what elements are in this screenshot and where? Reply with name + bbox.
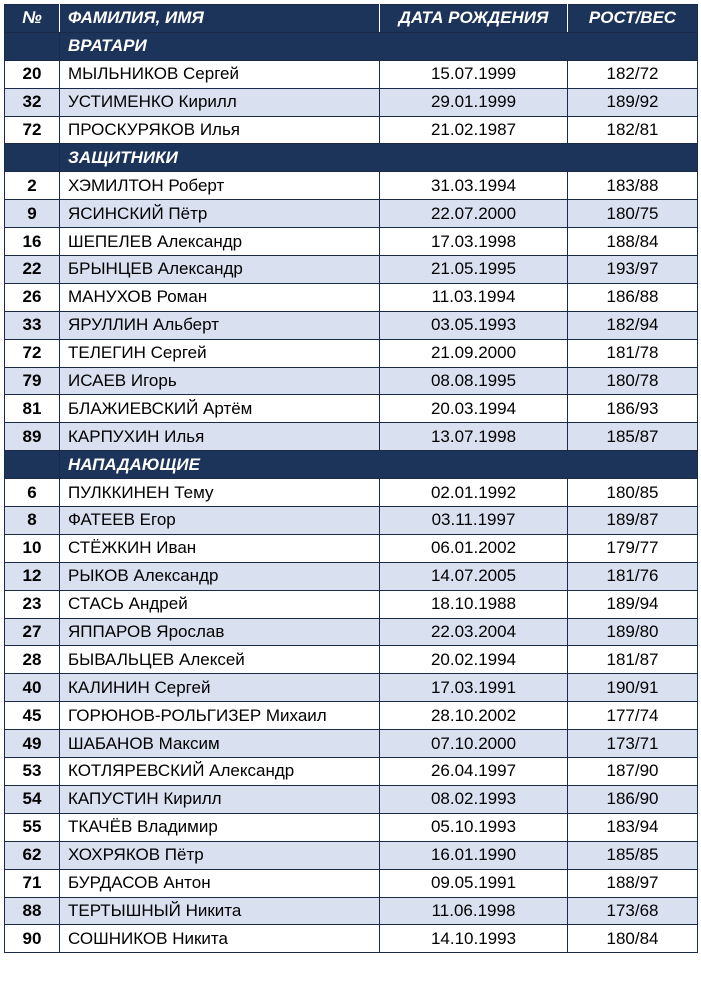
- player-name: ТЕРТЫШНЫЙ Никита: [60, 897, 380, 925]
- player-height-weight: 177/74: [568, 702, 698, 730]
- player-height-weight: 188/97: [568, 869, 698, 897]
- player-number: 90: [5, 925, 60, 953]
- player-row: [5, 618, 698, 646]
- player-name: БЛАЖИЕВСКИЙ Артём: [60, 395, 380, 423]
- player-row: [5, 925, 698, 953]
- player-row: [5, 60, 698, 88]
- player-height-weight: 189/87: [568, 507, 698, 535]
- header-height-weight: РОСТ/ВЕС: [568, 5, 698, 33]
- player-number: 28: [5, 646, 60, 674]
- player-name: РЫКОВ Александр: [60, 562, 380, 590]
- player-birth-date: 13.07.1998: [380, 423, 568, 451]
- player-height-weight: 186/88: [568, 283, 698, 311]
- header-name: ФАМИЛИЯ, ИМЯ: [60, 5, 380, 33]
- player-height-weight: 189/92: [568, 88, 698, 116]
- player-number: 49: [5, 730, 60, 758]
- player-number: 33: [5, 311, 60, 339]
- player-number: 12: [5, 562, 60, 590]
- player-row: [5, 256, 698, 284]
- player-birth-date: 22.07.2000: [380, 200, 568, 228]
- player-height-weight: 190/91: [568, 674, 698, 702]
- player-name: СТЁЖКИН Иван: [60, 534, 380, 562]
- player-name: КАЛИНИН Сергей: [60, 674, 380, 702]
- player-birth-date: 26.04.1997: [380, 758, 568, 786]
- player-name: ШЕПЕЛЕВ Александр: [60, 228, 380, 256]
- player-height-weight: 182/81: [568, 116, 698, 144]
- player-number: 27: [5, 618, 60, 646]
- player-height-weight: 185/87: [568, 423, 698, 451]
- player-row: [5, 311, 698, 339]
- player-number: 40: [5, 674, 60, 702]
- player-name: ЯСИНСКИЙ Пётр: [60, 200, 380, 228]
- player-number: 71: [5, 869, 60, 897]
- player-height-weight: 182/94: [568, 311, 698, 339]
- player-height-weight: 187/90: [568, 758, 698, 786]
- player-birth-date: 06.01.2002: [380, 534, 568, 562]
- header-row: [5, 5, 698, 33]
- player-height-weight: 181/78: [568, 339, 698, 367]
- player-row: [5, 590, 698, 618]
- section-header-spacer: [5, 451, 60, 479]
- section-header-row: [5, 32, 698, 60]
- player-birth-date: 09.05.1991: [380, 869, 568, 897]
- player-height-weight: 180/78: [568, 367, 698, 395]
- section-header-spacer: [5, 144, 60, 172]
- player-number: 10: [5, 534, 60, 562]
- player-number: 8: [5, 507, 60, 535]
- section-header-row: [5, 144, 698, 172]
- section-title: ВРАТАРИ: [60, 32, 698, 60]
- player-name: КАПУСТИН Кирилл: [60, 785, 380, 813]
- player-name: МЫЛЬНИКОВ Сергей: [60, 60, 380, 88]
- player-birth-date: 17.03.1998: [380, 228, 568, 256]
- player-number: 20: [5, 60, 60, 88]
- player-name: ПРОСКУРЯКОВ Илья: [60, 116, 380, 144]
- player-birth-date: 31.03.1994: [380, 172, 568, 200]
- player-row: [5, 534, 698, 562]
- player-birth-date: 14.10.1993: [380, 925, 568, 953]
- player-row: [5, 116, 698, 144]
- player-height-weight: 186/93: [568, 395, 698, 423]
- player-birth-date: 21.09.2000: [380, 339, 568, 367]
- player-birth-date: 20.03.1994: [380, 395, 568, 423]
- player-name: СТАСЬ Андрей: [60, 590, 380, 618]
- section-header-spacer: [5, 32, 60, 60]
- player-birth-date: 03.05.1993: [380, 311, 568, 339]
- section-header-row: [5, 451, 698, 479]
- player-row: [5, 897, 698, 925]
- player-height-weight: 173/68: [568, 897, 698, 925]
- roster-body: [5, 32, 698, 952]
- player-birth-date: 15.07.1999: [380, 60, 568, 88]
- player-birth-date: 21.02.1987: [380, 116, 568, 144]
- player-name: ТКАЧЁВ Владимир: [60, 813, 380, 841]
- player-birth-date: 18.10.1988: [380, 590, 568, 618]
- player-height-weight: 188/84: [568, 228, 698, 256]
- player-height-weight: 189/80: [568, 618, 698, 646]
- player-row: [5, 283, 698, 311]
- player-birth-date: 11.03.1994: [380, 283, 568, 311]
- player-row: [5, 423, 698, 451]
- player-row: [5, 507, 698, 535]
- player-name: ШАБАНОВ Максим: [60, 730, 380, 758]
- player-birth-date: 07.10.2000: [380, 730, 568, 758]
- player-number: 62: [5, 841, 60, 869]
- player-height-weight: 180/84: [568, 925, 698, 953]
- player-row: [5, 702, 698, 730]
- player-name: ЯРУЛЛИН Альберт: [60, 311, 380, 339]
- roster-header: [5, 5, 698, 33]
- player-row: [5, 228, 698, 256]
- player-number: 2: [5, 172, 60, 200]
- player-name: ХЭМИЛТОН Роберт: [60, 172, 380, 200]
- player-birth-date: 20.02.1994: [380, 646, 568, 674]
- player-number: 9: [5, 200, 60, 228]
- player-row: [5, 88, 698, 116]
- player-number: 22: [5, 256, 60, 284]
- player-row: [5, 172, 698, 200]
- player-birth-date: 17.03.1991: [380, 674, 568, 702]
- player-number: 55: [5, 813, 60, 841]
- player-birth-date: 21.05.1995: [380, 256, 568, 284]
- player-name: МАНУХОВ Роман: [60, 283, 380, 311]
- player-row: [5, 479, 698, 507]
- player-height-weight: 179/77: [568, 534, 698, 562]
- player-height-weight: 183/88: [568, 172, 698, 200]
- player-number: 89: [5, 423, 60, 451]
- player-name: БЫВАЛЬЦЕВ Алексей: [60, 646, 380, 674]
- header-birth-date: ДАТА РОЖДЕНИЯ: [380, 5, 568, 33]
- player-birth-date: 28.10.2002: [380, 702, 568, 730]
- player-height-weight: 181/87: [568, 646, 698, 674]
- player-height-weight: 193/97: [568, 256, 698, 284]
- player-number: 72: [5, 339, 60, 367]
- player-name: ТЕЛЕГИН Сергей: [60, 339, 380, 367]
- player-name: КОТЛЯРЕВСКИЙ Александр: [60, 758, 380, 786]
- player-row: [5, 869, 698, 897]
- player-birth-date: 29.01.1999: [380, 88, 568, 116]
- player-name: ИСАЕВ Игорь: [60, 367, 380, 395]
- player-birth-date: 02.01.1992: [380, 479, 568, 507]
- player-name: ФАТЕЕВ Егор: [60, 507, 380, 535]
- player-name: ГОРЮНОВ-РОЛЬГИЗЕР Михаил: [60, 702, 380, 730]
- player-name: ХОХРЯКОВ Пётр: [60, 841, 380, 869]
- player-name: УСТИМЕНКО Кирилл: [60, 88, 380, 116]
- player-height-weight: 183/94: [568, 813, 698, 841]
- player-birth-date: 14.07.2005: [380, 562, 568, 590]
- section-title: ЗАЩИТНИКИ: [60, 144, 698, 172]
- player-row: [5, 395, 698, 423]
- player-number: 72: [5, 116, 60, 144]
- player-height-weight: 173/71: [568, 730, 698, 758]
- player-height-weight: 180/85: [568, 479, 698, 507]
- player-number: 88: [5, 897, 60, 925]
- player-height-weight: 180/75: [568, 200, 698, 228]
- player-name: ПУЛККИНЕН Тему: [60, 479, 380, 507]
- player-number: 45: [5, 702, 60, 730]
- player-birth-date: 03.11.1997: [380, 507, 568, 535]
- section-title: НАПАДАЮЩИЕ: [60, 451, 698, 479]
- header-number: №: [5, 5, 60, 33]
- player-number: 81: [5, 395, 60, 423]
- player-number: 23: [5, 590, 60, 618]
- player-number: 16: [5, 228, 60, 256]
- player-name: БРЫНЦЕВ Александр: [60, 256, 380, 284]
- player-height-weight: 185/85: [568, 841, 698, 869]
- player-row: [5, 200, 698, 228]
- player-number: 53: [5, 758, 60, 786]
- player-name: КАРПУХИН Илья: [60, 423, 380, 451]
- player-row: [5, 562, 698, 590]
- player-row: [5, 646, 698, 674]
- player-row: [5, 730, 698, 758]
- player-row: [5, 841, 698, 869]
- player-birth-date: 16.01.1990: [380, 841, 568, 869]
- player-row: [5, 339, 698, 367]
- player-birth-date: 08.08.1995: [380, 367, 568, 395]
- player-birth-date: 08.02.1993: [380, 785, 568, 813]
- player-number: 79: [5, 367, 60, 395]
- player-name: БУРДАСОВ Антон: [60, 869, 380, 897]
- player-birth-date: 11.06.1998: [380, 897, 568, 925]
- player-height-weight: 189/94: [568, 590, 698, 618]
- player-row: [5, 674, 698, 702]
- player-height-weight: 182/72: [568, 60, 698, 88]
- player-number: 26: [5, 283, 60, 311]
- player-row: [5, 758, 698, 786]
- player-birth-date: 05.10.1993: [380, 813, 568, 841]
- player-row: [5, 367, 698, 395]
- player-height-weight: 186/90: [568, 785, 698, 813]
- player-number: 32: [5, 88, 60, 116]
- player-name: СОШНИКОВ Никита: [60, 925, 380, 953]
- roster-table: [4, 4, 698, 953]
- player-row: [5, 813, 698, 841]
- player-number: 54: [5, 785, 60, 813]
- player-name: ЯППАРОВ Ярослав: [60, 618, 380, 646]
- player-row: [5, 785, 698, 813]
- player-birth-date: 22.03.2004: [380, 618, 568, 646]
- player-number: 6: [5, 479, 60, 507]
- player-height-weight: 181/76: [568, 562, 698, 590]
